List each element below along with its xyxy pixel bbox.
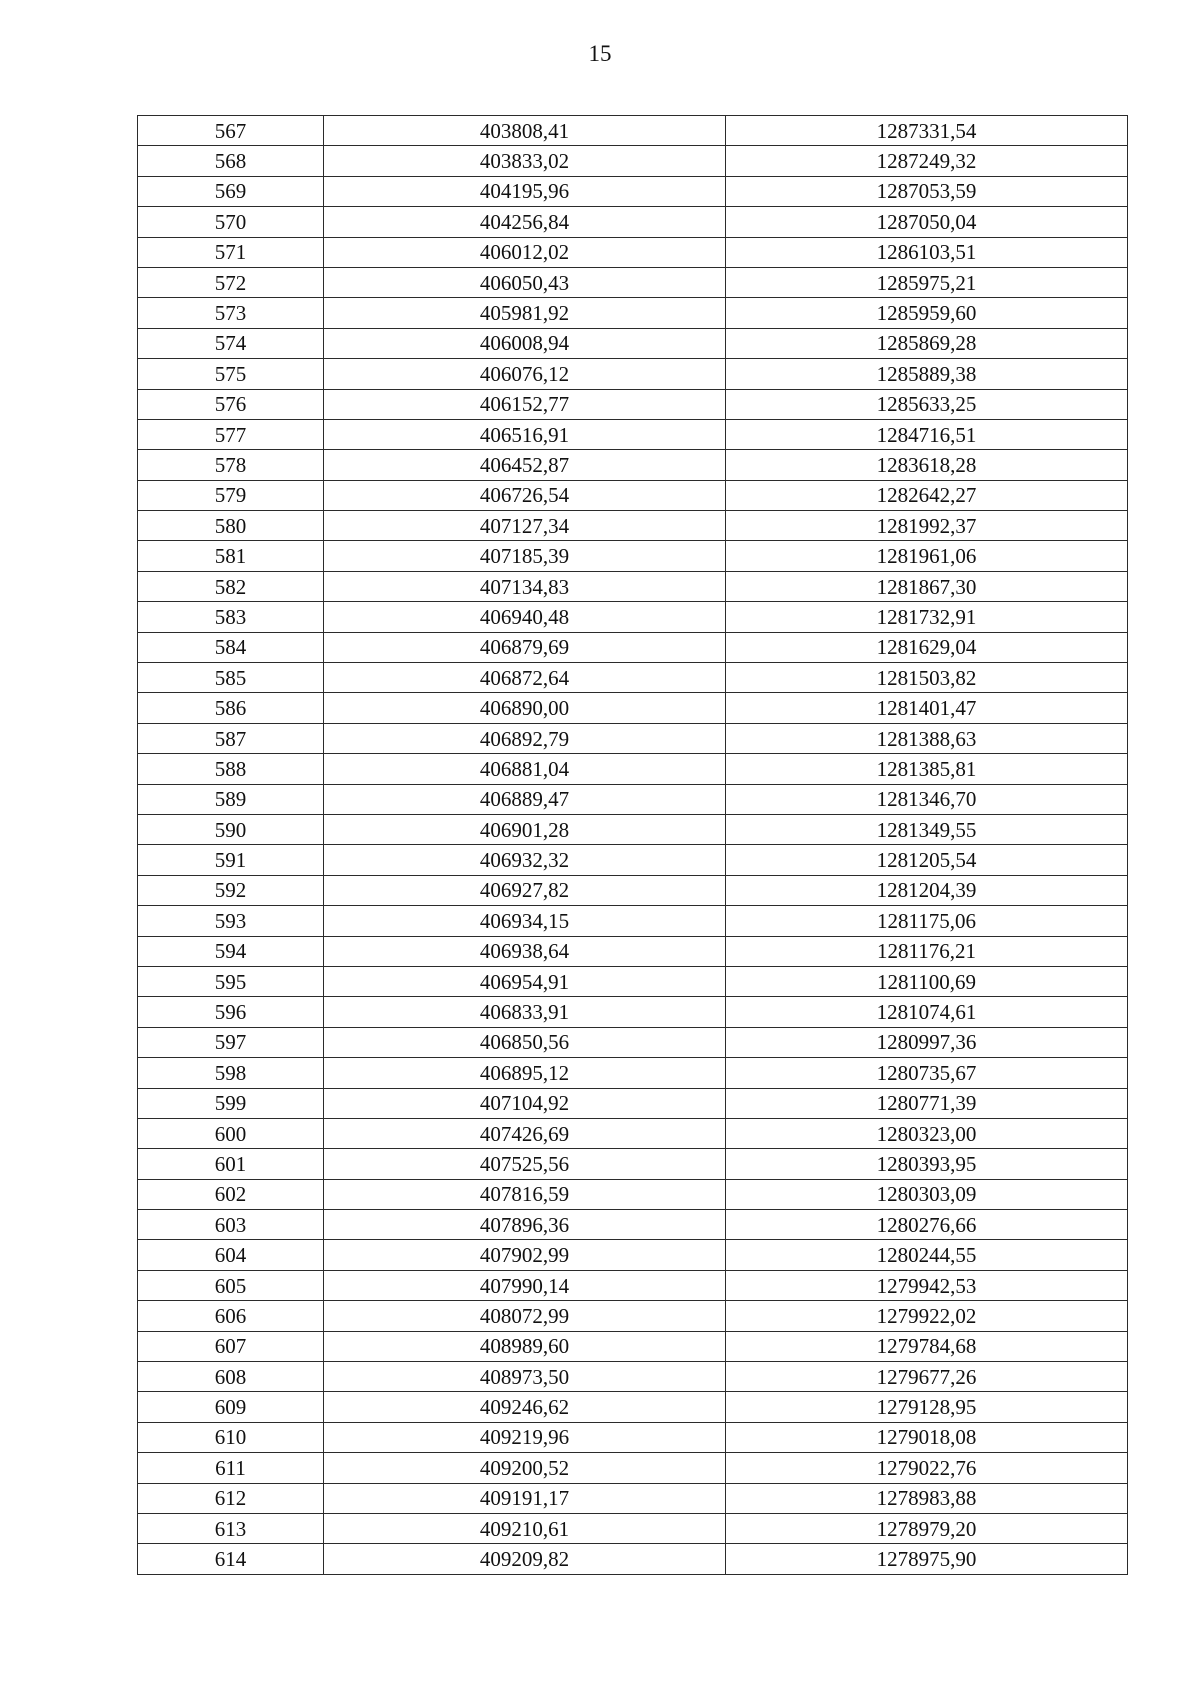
x-coordinate-cell: 406008,94 bbox=[324, 328, 726, 358]
table-row bbox=[138, 1331, 1128, 1361]
point-number-cell: 567 bbox=[138, 116, 324, 146]
table-row bbox=[138, 267, 1128, 297]
table-row bbox=[138, 845, 1128, 875]
table-row bbox=[138, 450, 1128, 480]
point-number-cell: 591 bbox=[138, 845, 324, 875]
y-coordinate-cell: 1283618,28 bbox=[726, 450, 1128, 480]
table-row bbox=[138, 1544, 1128, 1574]
table-row bbox=[138, 784, 1128, 814]
point-number-cell: 599 bbox=[138, 1088, 324, 1118]
table-row bbox=[138, 663, 1128, 693]
table-row bbox=[138, 723, 1128, 753]
x-coordinate-cell: 404195,96 bbox=[324, 176, 726, 206]
y-coordinate-cell: 1280393,95 bbox=[726, 1149, 1128, 1179]
point-number-cell: 588 bbox=[138, 754, 324, 784]
table-row bbox=[138, 1118, 1128, 1148]
x-coordinate-cell: 407896,36 bbox=[324, 1210, 726, 1240]
x-coordinate-cell: 407104,92 bbox=[324, 1088, 726, 1118]
y-coordinate-cell: 1281346,70 bbox=[726, 784, 1128, 814]
table-row bbox=[138, 1240, 1128, 1270]
x-coordinate-cell: 406726,54 bbox=[324, 480, 726, 510]
point-number-cell: 585 bbox=[138, 663, 324, 693]
y-coordinate-cell: 1281867,30 bbox=[726, 571, 1128, 601]
x-coordinate-cell: 409191,17 bbox=[324, 1483, 726, 1513]
x-coordinate-cell: 407185,39 bbox=[324, 541, 726, 571]
point-number-cell: 569 bbox=[138, 176, 324, 206]
x-coordinate-cell: 407990,14 bbox=[324, 1270, 726, 1300]
point-number-cell: 574 bbox=[138, 328, 324, 358]
x-coordinate-cell: 408989,60 bbox=[324, 1331, 726, 1361]
y-coordinate-cell: 1279677,26 bbox=[726, 1362, 1128, 1392]
y-coordinate-cell: 1280244,55 bbox=[726, 1240, 1128, 1270]
point-number-cell: 587 bbox=[138, 723, 324, 753]
x-coordinate-cell: 407902,99 bbox=[324, 1240, 726, 1270]
point-number-cell: 608 bbox=[138, 1362, 324, 1392]
point-number-cell: 600 bbox=[138, 1118, 324, 1148]
point-number-cell: 583 bbox=[138, 602, 324, 632]
x-coordinate-cell: 407816,59 bbox=[324, 1179, 726, 1209]
y-coordinate-cell: 1281074,61 bbox=[726, 997, 1128, 1027]
y-coordinate-cell: 1279128,95 bbox=[726, 1392, 1128, 1422]
point-number-cell: 572 bbox=[138, 267, 324, 297]
y-coordinate-cell: 1281401,47 bbox=[726, 693, 1128, 723]
point-number-cell: 606 bbox=[138, 1301, 324, 1331]
y-coordinate-cell: 1281175,06 bbox=[726, 906, 1128, 936]
table-row bbox=[138, 1210, 1128, 1240]
table-row bbox=[138, 632, 1128, 662]
table-row bbox=[138, 966, 1128, 996]
y-coordinate-cell: 1279022,76 bbox=[726, 1453, 1128, 1483]
y-coordinate-cell: 1284716,51 bbox=[726, 419, 1128, 449]
point-number-cell: 601 bbox=[138, 1149, 324, 1179]
point-number-cell: 577 bbox=[138, 419, 324, 449]
x-coordinate-cell: 409200,52 bbox=[324, 1453, 726, 1483]
table-row bbox=[138, 754, 1128, 784]
table-row bbox=[138, 1453, 1128, 1483]
x-coordinate-cell: 406881,04 bbox=[324, 754, 726, 784]
x-coordinate-cell: 406890,00 bbox=[324, 693, 726, 723]
table-row bbox=[138, 1301, 1128, 1331]
table-row bbox=[138, 1392, 1128, 1422]
table-row bbox=[138, 814, 1128, 844]
x-coordinate-cell: 408973,50 bbox=[324, 1362, 726, 1392]
x-coordinate-cell: 406895,12 bbox=[324, 1058, 726, 1088]
table-row bbox=[138, 602, 1128, 632]
table-row bbox=[138, 298, 1128, 328]
point-number-cell: 596 bbox=[138, 997, 324, 1027]
x-coordinate-cell: 406879,69 bbox=[324, 632, 726, 662]
table-row bbox=[138, 1088, 1128, 1118]
point-number-cell: 614 bbox=[138, 1544, 324, 1574]
table-row bbox=[138, 693, 1128, 723]
point-number-cell: 607 bbox=[138, 1331, 324, 1361]
x-coordinate-cell: 406927,82 bbox=[324, 875, 726, 905]
point-number-cell: 573 bbox=[138, 298, 324, 328]
point-number-cell: 582 bbox=[138, 571, 324, 601]
table-row bbox=[138, 237, 1128, 267]
table-row bbox=[138, 1483, 1128, 1513]
point-number-cell: 609 bbox=[138, 1392, 324, 1422]
x-coordinate-cell: 407426,69 bbox=[324, 1118, 726, 1148]
y-coordinate-cell: 1281385,81 bbox=[726, 754, 1128, 784]
point-number-cell: 584 bbox=[138, 632, 324, 662]
table-row bbox=[138, 1149, 1128, 1179]
y-coordinate-cell: 1280997,36 bbox=[726, 1027, 1128, 1057]
table-row bbox=[138, 1027, 1128, 1057]
table-row bbox=[138, 511, 1128, 541]
point-number-cell: 570 bbox=[138, 207, 324, 237]
x-coordinate-cell: 404256,84 bbox=[324, 207, 726, 237]
table-row bbox=[138, 1422, 1128, 1452]
y-coordinate-cell: 1287249,32 bbox=[726, 146, 1128, 176]
table-row bbox=[138, 541, 1128, 571]
point-number-cell: 612 bbox=[138, 1483, 324, 1513]
y-coordinate-cell: 1285869,28 bbox=[726, 328, 1128, 358]
point-number-cell: 580 bbox=[138, 511, 324, 541]
point-number-cell: 602 bbox=[138, 1179, 324, 1209]
point-number-cell: 571 bbox=[138, 237, 324, 267]
table-row bbox=[138, 997, 1128, 1027]
y-coordinate-cell: 1279922,02 bbox=[726, 1301, 1128, 1331]
point-number-cell: 581 bbox=[138, 541, 324, 571]
y-coordinate-cell: 1282642,27 bbox=[726, 480, 1128, 510]
table-row bbox=[138, 146, 1128, 176]
table-row bbox=[138, 1270, 1128, 1300]
x-coordinate-cell: 403833,02 bbox=[324, 146, 726, 176]
point-number-cell: 610 bbox=[138, 1422, 324, 1452]
y-coordinate-cell: 1280303,09 bbox=[726, 1179, 1128, 1209]
y-coordinate-cell: 1285959,60 bbox=[726, 298, 1128, 328]
y-coordinate-cell: 1281349,55 bbox=[726, 814, 1128, 844]
table-row bbox=[138, 116, 1128, 146]
y-coordinate-cell: 1287050,04 bbox=[726, 207, 1128, 237]
table-row bbox=[138, 480, 1128, 510]
x-coordinate-cell: 406076,12 bbox=[324, 359, 726, 389]
y-coordinate-cell: 1280323,00 bbox=[726, 1118, 1128, 1148]
y-coordinate-cell: 1281732,91 bbox=[726, 602, 1128, 632]
y-coordinate-cell: 1279942,53 bbox=[726, 1270, 1128, 1300]
x-coordinate-cell: 406516,91 bbox=[324, 419, 726, 449]
x-coordinate-cell: 406152,77 bbox=[324, 389, 726, 419]
table-row bbox=[138, 328, 1128, 358]
x-coordinate-cell: 406889,47 bbox=[324, 784, 726, 814]
point-number-cell: 568 bbox=[138, 146, 324, 176]
x-coordinate-cell: 406050,43 bbox=[324, 267, 726, 297]
point-number-cell: 590 bbox=[138, 814, 324, 844]
x-coordinate-cell: 406012,02 bbox=[324, 237, 726, 267]
table-row bbox=[138, 1513, 1128, 1543]
x-coordinate-cell: 409209,82 bbox=[324, 1544, 726, 1574]
point-number-cell: 594 bbox=[138, 936, 324, 966]
y-coordinate-cell: 1285633,25 bbox=[726, 389, 1128, 419]
point-number-cell: 598 bbox=[138, 1058, 324, 1088]
y-coordinate-cell: 1279018,08 bbox=[726, 1422, 1128, 1452]
point-number-cell: 613 bbox=[138, 1513, 324, 1543]
point-number-cell: 603 bbox=[138, 1210, 324, 1240]
x-coordinate-cell: 409219,96 bbox=[324, 1422, 726, 1452]
table-row bbox=[138, 389, 1128, 419]
table-row bbox=[138, 207, 1128, 237]
y-coordinate-cell: 1281100,69 bbox=[726, 966, 1128, 996]
y-coordinate-cell: 1278979,20 bbox=[726, 1513, 1128, 1543]
y-coordinate-cell: 1281204,39 bbox=[726, 875, 1128, 905]
y-coordinate-cell: 1280735,67 bbox=[726, 1058, 1128, 1088]
table-row bbox=[138, 936, 1128, 966]
table-row bbox=[138, 419, 1128, 449]
x-coordinate-cell: 407525,56 bbox=[324, 1149, 726, 1179]
y-coordinate-cell: 1281388,63 bbox=[726, 723, 1128, 753]
x-coordinate-cell: 409246,62 bbox=[324, 1392, 726, 1422]
x-coordinate-cell: 406901,28 bbox=[324, 814, 726, 844]
x-coordinate-cell: 406892,79 bbox=[324, 723, 726, 753]
y-coordinate-cell: 1281176,21 bbox=[726, 936, 1128, 966]
table-row bbox=[138, 1179, 1128, 1209]
point-number-cell: 595 bbox=[138, 966, 324, 996]
x-coordinate-cell: 406452,87 bbox=[324, 450, 726, 480]
x-coordinate-cell: 406932,32 bbox=[324, 845, 726, 875]
table-row bbox=[138, 359, 1128, 389]
coordinates-table-body bbox=[138, 116, 1128, 1575]
y-coordinate-cell: 1278975,90 bbox=[726, 1544, 1128, 1574]
x-coordinate-cell: 407134,83 bbox=[324, 571, 726, 601]
point-number-cell: 593 bbox=[138, 906, 324, 936]
y-coordinate-cell: 1281992,37 bbox=[726, 511, 1128, 541]
y-coordinate-cell: 1285889,38 bbox=[726, 359, 1128, 389]
point-number-cell: 597 bbox=[138, 1027, 324, 1057]
table-row bbox=[138, 571, 1128, 601]
y-coordinate-cell: 1285975,21 bbox=[726, 267, 1128, 297]
x-coordinate-cell: 406872,64 bbox=[324, 663, 726, 693]
x-coordinate-cell: 408072,99 bbox=[324, 1301, 726, 1331]
point-number-cell: 576 bbox=[138, 389, 324, 419]
y-coordinate-cell: 1281503,82 bbox=[726, 663, 1128, 693]
x-coordinate-cell: 407127,34 bbox=[324, 511, 726, 541]
y-coordinate-cell: 1281629,04 bbox=[726, 632, 1128, 662]
point-number-cell: 611 bbox=[138, 1453, 324, 1483]
x-coordinate-cell: 405981,92 bbox=[324, 298, 726, 328]
y-coordinate-cell: 1278983,88 bbox=[726, 1483, 1128, 1513]
y-coordinate-cell: 1280276,66 bbox=[726, 1210, 1128, 1240]
x-coordinate-cell: 409210,61 bbox=[324, 1513, 726, 1543]
point-number-cell: 592 bbox=[138, 875, 324, 905]
x-coordinate-cell: 406850,56 bbox=[324, 1027, 726, 1057]
coordinates-table bbox=[137, 115, 1128, 1575]
y-coordinate-cell: 1280771,39 bbox=[726, 1088, 1128, 1118]
page-number: 15 bbox=[588, 41, 612, 66]
y-coordinate-cell: 1286103,51 bbox=[726, 237, 1128, 267]
table-row bbox=[138, 1362, 1128, 1392]
x-coordinate-cell: 406833,91 bbox=[324, 997, 726, 1027]
point-number-cell: 575 bbox=[138, 359, 324, 389]
y-coordinate-cell: 1287331,54 bbox=[726, 116, 1128, 146]
point-number-cell: 586 bbox=[138, 693, 324, 723]
point-number-cell: 579 bbox=[138, 480, 324, 510]
x-coordinate-cell: 406934,15 bbox=[324, 906, 726, 936]
y-coordinate-cell: 1279784,68 bbox=[726, 1331, 1128, 1361]
x-coordinate-cell: 406938,64 bbox=[324, 936, 726, 966]
table-row bbox=[138, 1058, 1128, 1088]
point-number-cell: 604 bbox=[138, 1240, 324, 1270]
x-coordinate-cell: 403808,41 bbox=[324, 116, 726, 146]
y-coordinate-cell: 1281205,54 bbox=[726, 845, 1128, 875]
point-number-cell: 605 bbox=[138, 1270, 324, 1300]
table-row bbox=[138, 906, 1128, 936]
point-number-cell: 589 bbox=[138, 784, 324, 814]
point-number-cell: 578 bbox=[138, 450, 324, 480]
x-coordinate-cell: 406954,91 bbox=[324, 966, 726, 996]
y-coordinate-cell: 1287053,59 bbox=[726, 176, 1128, 206]
table-row bbox=[138, 875, 1128, 905]
table-row bbox=[138, 176, 1128, 206]
y-coordinate-cell: 1281961,06 bbox=[726, 541, 1128, 571]
x-coordinate-cell: 406940,48 bbox=[324, 602, 726, 632]
